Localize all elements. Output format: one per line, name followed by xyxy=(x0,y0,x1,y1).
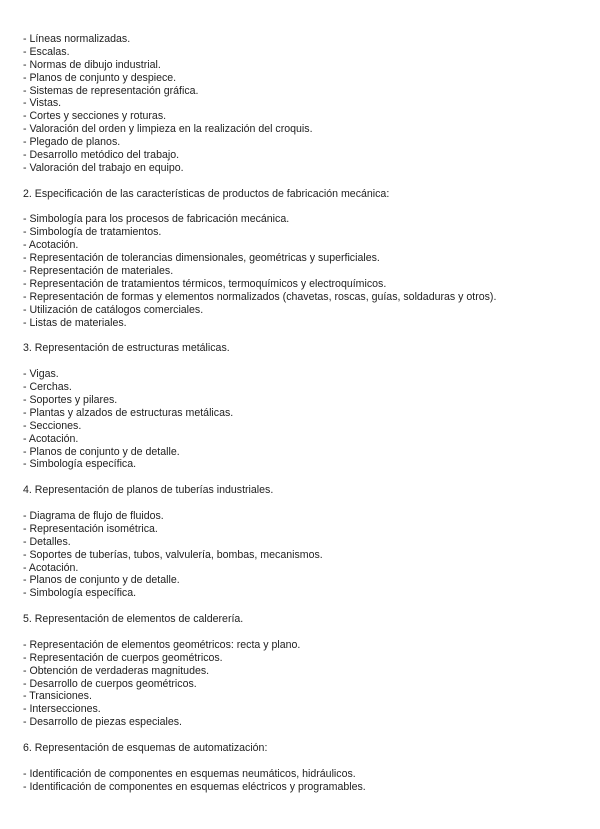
document-page xyxy=(23,33,583,794)
spacer xyxy=(23,329,583,342)
spacer xyxy=(23,626,583,639)
list-item: - Soportes y pilares. xyxy=(23,393,118,406)
list-item: - Cortes y secciones y roturas. xyxy=(23,110,167,123)
list-item: - Desarrollo metódico del trabajo. xyxy=(23,149,180,162)
list-item: - Detalles. xyxy=(23,535,71,548)
list-item: - Soportes de tuberías, tubos, valvulería, bombas, mecanismos. xyxy=(23,548,323,561)
list-item: - Intersecciones. xyxy=(23,703,101,716)
spacer xyxy=(23,729,583,742)
list-item: - Simbología para los procesos de fabricación mecánica. xyxy=(23,213,290,226)
list-item: - Representación de cuerpos geométricos. xyxy=(23,651,223,664)
list-item: - Líneas normalizadas. xyxy=(23,33,131,45)
list-item: - Transiciones. xyxy=(23,690,92,703)
list-item: - Representación de tratamientos térmicos, termoquímicos y electroquímicos. xyxy=(23,277,387,290)
list-item: - Cerchas. xyxy=(23,381,72,394)
list-item: - Simbología específica. xyxy=(23,458,137,471)
spacer xyxy=(23,755,583,768)
spacer xyxy=(23,600,583,613)
list-item: - Representación de formas y elementos normalizados (chavetas, roscas, guías, soldaduras y otros). xyxy=(23,290,497,303)
list-item: - Plantas y alzados de estructuras metálicas. xyxy=(23,406,234,419)
section-6 xyxy=(23,742,583,794)
list-item: - Identificación de componentes en esquemas eléctricos y programables. xyxy=(23,780,366,793)
list-item: - Secciones. xyxy=(23,419,82,432)
list-item: - Planos de conjunto y de detalle. xyxy=(23,574,180,587)
list-item: - Planos de conjunto y de detalle. xyxy=(23,445,180,458)
spacer xyxy=(23,175,583,188)
section-1 xyxy=(23,33,583,175)
list-item: - Acotación. xyxy=(23,561,79,574)
list-item: - Planos de conjunto y despiece. xyxy=(23,71,177,84)
list-item: - Sistemas de representación gráfica. xyxy=(23,84,199,97)
list-item: - Utilización de catálogos comerciales. xyxy=(23,303,204,316)
list-item: - Acotación. xyxy=(23,239,79,252)
list-item: - Diagrama de flujo de fluidos. xyxy=(23,509,164,522)
section-heading: 6. Representación de esquemas de automatización: xyxy=(23,741,268,754)
list-item: - Identificación de componentes en esquemas neumáticos, hidráulicos. xyxy=(23,767,356,780)
list-item: - Representación de tolerancias dimensionales, geométricas y superficiales. xyxy=(23,252,380,265)
list-item: - Obtención de verdaderas magnitudes. xyxy=(23,664,210,677)
section-heading: 5. Representación de elementos de calderería. xyxy=(23,613,244,626)
spacer xyxy=(23,497,583,510)
list-item: - Desarrollo de cuerpos geométricos. xyxy=(23,677,197,690)
list-item: - Simbología específica. xyxy=(23,587,137,600)
spacer xyxy=(23,201,583,214)
list-item: - Representación de elementos geométricos: recta y plano. xyxy=(23,638,301,651)
list-item: - Valoración del orden y limpieza en la realización del croquis. xyxy=(23,123,313,136)
list-item: - Simbología de tratamientos. xyxy=(23,226,162,239)
section-heading: 4. Representación de planos de tuberías industriales. xyxy=(23,484,274,497)
list-item: - Representación isométrica. xyxy=(23,522,158,535)
section-5 xyxy=(23,613,583,729)
spacer xyxy=(23,355,583,368)
section-4 xyxy=(23,484,583,600)
list-item: - Listas de materiales. xyxy=(23,316,127,329)
spacer xyxy=(23,471,583,484)
section-heading: 2. Especificación de las características de productos de fabricación mecánica: xyxy=(23,187,390,200)
list-item: - Vistas. xyxy=(23,97,62,110)
section-3 xyxy=(23,342,583,471)
list-item: - Valoración del trabajo en equipo. xyxy=(23,161,184,174)
section-2 xyxy=(23,188,583,330)
list-item: - Vigas. xyxy=(23,368,59,381)
list-item: - Normas de dibujo industrial. xyxy=(23,58,161,71)
list-item: - Escalas. xyxy=(23,45,70,58)
list-item: - Acotación. xyxy=(23,432,79,445)
list-item: - Plegado de planos. xyxy=(23,136,121,149)
list-item: - Representación de materiales. xyxy=(23,265,174,278)
section-heading: 3. Representación de estructuras metálicas. xyxy=(23,342,230,355)
list-item: - Desarrollo de piezas especiales. xyxy=(23,716,182,729)
